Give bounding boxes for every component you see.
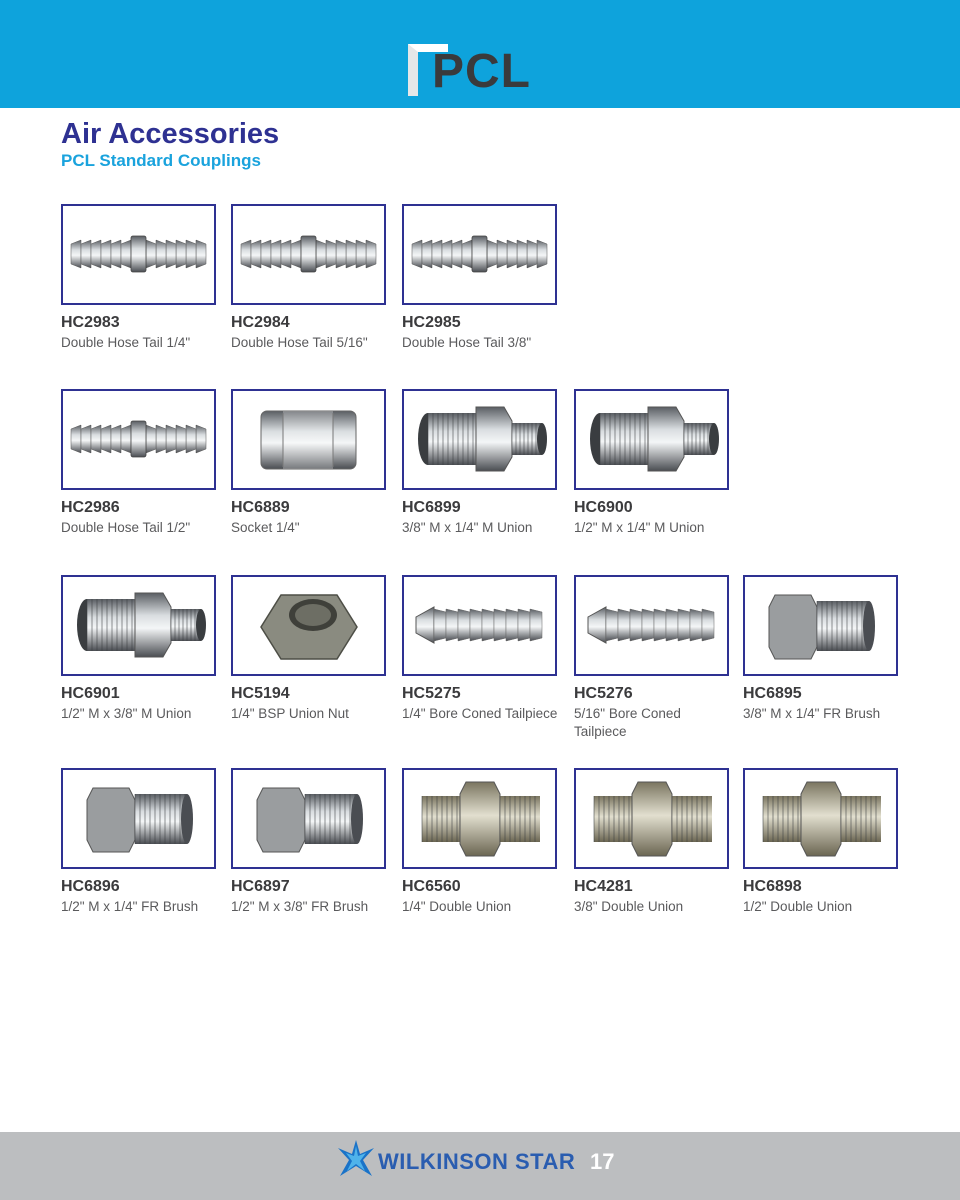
product-card [574, 575, 734, 741]
socket-icon [233, 391, 384, 488]
coned-tailpiece-icon [576, 577, 727, 674]
product-image [61, 389, 216, 490]
page-subtitle: PCL Standard Couplings [61, 151, 261, 170]
double-union-icon [404, 770, 555, 867]
brush-icon [63, 770, 214, 867]
product-description: 3/8" M x 1/4" FR Brush [743, 706, 881, 721]
product-card [402, 575, 562, 723]
product-card [231, 575, 391, 723]
product-image [402, 204, 557, 305]
product-image [231, 389, 386, 490]
product-description: 3/8" Double Union [574, 899, 684, 914]
product-description: Double Hose Tail 1/2" [61, 520, 191, 535]
product-image [743, 575, 898, 676]
product-description: Double Hose Tail 5/16" [231, 335, 368, 350]
page-title: Air Accessories [61, 118, 280, 150]
product-code: HC5276 [574, 685, 633, 702]
product-description: 1/2" M x 1/4" M Union [574, 520, 705, 535]
product-description: 1/2" M x 1/4" FR Brush [61, 899, 199, 914]
page-number: 17 [590, 1149, 615, 1174]
product-code: HC2985 [402, 314, 461, 331]
product-image [402, 389, 557, 490]
product-image [61, 575, 216, 676]
double-hose-tail-icon [404, 206, 555, 303]
product-card [61, 204, 221, 352]
product-description: Double Hose Tail 3/8" [402, 335, 532, 350]
double-union-icon [576, 770, 727, 867]
product-image [61, 204, 216, 305]
product-code: HC6901 [61, 685, 120, 702]
brand-name: WILKINSON STAR [378, 1149, 576, 1174]
product-description: 1/2" M x 3/8" M Union [61, 706, 192, 721]
coned-tailpiece-icon [404, 577, 555, 674]
logo-text: PCL [432, 45, 531, 98]
product-code: HC6896 [61, 878, 120, 895]
product-code: HC6889 [231, 499, 290, 516]
product-card [402, 204, 562, 352]
product-image [231, 575, 386, 676]
product-code: HC6900 [574, 499, 633, 516]
product-code: HC4281 [574, 878, 633, 895]
pcl-logo [408, 40, 538, 100]
product-code: HC6897 [231, 878, 290, 895]
reducing-union-icon [576, 391, 727, 488]
product-description: 1/4" BSP Union Nut [231, 706, 349, 721]
product-image [743, 768, 898, 869]
product-code: HC5194 [231, 685, 290, 702]
product-image [231, 768, 386, 869]
product-code: HC2986 [61, 499, 120, 516]
wilkinson-star-logo-icon [338, 1140, 374, 1178]
product-card [743, 768, 903, 916]
product-code: HC6895 [743, 685, 802, 702]
brush-icon [233, 770, 384, 867]
hex-nut-icon [233, 577, 384, 674]
product-card [61, 575, 221, 723]
product-description: 1/4" Bore Coned Tailpiece [402, 706, 558, 721]
product-card [402, 768, 562, 916]
product-card [231, 389, 391, 537]
product-card [61, 389, 221, 537]
product-code: HC6560 [402, 878, 461, 895]
product-image [231, 204, 386, 305]
product-card [743, 575, 903, 723]
product-card [574, 389, 734, 537]
product-description: 1/2" M x 3/8" FR Brush [231, 899, 369, 914]
product-card [231, 204, 391, 352]
double-union-icon [745, 770, 896, 867]
reducing-union-icon [63, 577, 214, 674]
product-code: HC2983 [61, 314, 120, 331]
product-image [574, 389, 729, 490]
product-card [574, 768, 734, 916]
product-description: 1/2" Double Union [743, 899, 853, 914]
product-description: 5/16" Bore Coned Tailpiece [574, 706, 681, 739]
product-code: HC2984 [231, 314, 290, 331]
product-card [402, 389, 562, 537]
double-hose-tail-icon [233, 206, 384, 303]
product-card [61, 768, 221, 916]
product-code: HC6898 [743, 878, 802, 895]
product-image [574, 768, 729, 869]
reducing-union-icon [404, 391, 555, 488]
double-hose-tail-icon [63, 391, 214, 488]
product-description: Double Hose Tail 1/4" [61, 335, 191, 350]
product-card [231, 768, 391, 916]
product-description: Socket 1/4" [231, 520, 300, 535]
product-image [402, 768, 557, 869]
product-description: 1/4" Double Union [402, 899, 512, 914]
product-code: HC5275 [402, 685, 461, 702]
product-image [61, 768, 216, 869]
double-hose-tail-icon [63, 206, 214, 303]
product-image [574, 575, 729, 676]
product-description: 3/8" M x 1/4" M Union [402, 520, 533, 535]
product-image [402, 575, 557, 676]
brush-icon [745, 577, 896, 674]
product-code: HC6899 [402, 499, 461, 516]
